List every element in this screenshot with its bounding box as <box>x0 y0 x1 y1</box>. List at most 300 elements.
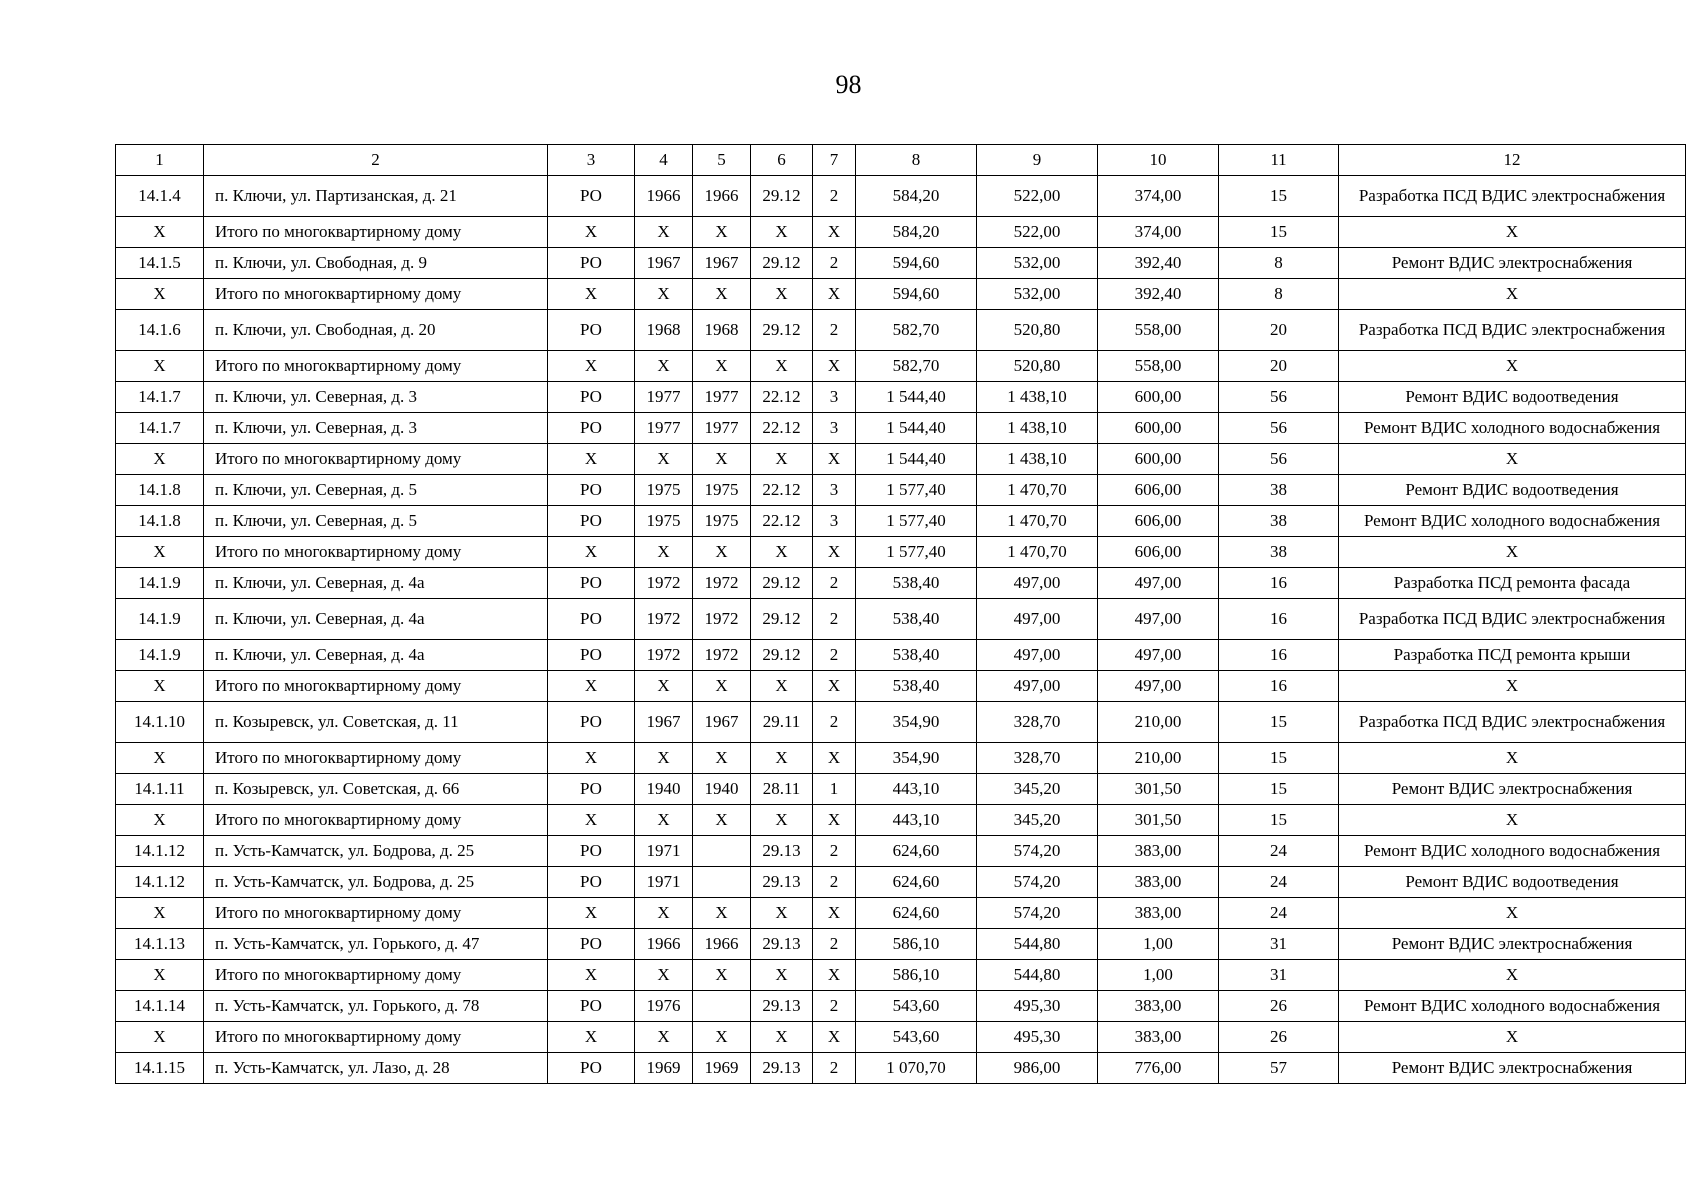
table-cell-col-2: Итого по многоквартирному дому <box>204 444 548 475</box>
table-cell-col-10: 606,00 <box>1098 506 1219 537</box>
table-cell-col-8: 354,90 <box>856 702 977 743</box>
table-cell-col-12: Разработка ПСД ремонта фасада <box>1339 568 1686 599</box>
table-cell-col-12: Разработка ПСД ВДИС электроснабжения <box>1339 310 1686 351</box>
table-cell-col-1: 14.1.9 <box>116 568 204 599</box>
table-cell-col-2: п. Усть-Камчатск, ул. Горького, д. 78 <box>204 991 548 1022</box>
table-cell-col-3: РО <box>548 176 635 217</box>
table-cell-col-10: 392,40 <box>1098 248 1219 279</box>
table-cell-col-11: 15 <box>1219 743 1339 774</box>
table-cell-col-1: 14.1.12 <box>116 867 204 898</box>
table-body <box>116 145 1686 1084</box>
table-cell-col-3: X <box>548 217 635 248</box>
table-row <box>116 506 1686 537</box>
table-cell-col-7: X <box>813 671 856 702</box>
table-cell-col-9: 986,00 <box>977 1053 1098 1084</box>
table-cell-col-7: X <box>813 217 856 248</box>
table-cell-col-1: X <box>116 671 204 702</box>
table-cell-col-5 <box>693 867 751 898</box>
table-cell-col-6: 22.12 <box>751 506 813 537</box>
table-cell-col-8: 624,60 <box>856 867 977 898</box>
table-cell-col-7: 2 <box>813 836 856 867</box>
table-cell-col-7: 2 <box>813 929 856 960</box>
table-cell-col-2: п. Козыревск, ул. Советская, д. 66 <box>204 774 548 805</box>
table-cell-col-11: 15 <box>1219 176 1339 217</box>
table-cell-col-7: X <box>813 537 856 568</box>
table-cell-col-3: X <box>548 743 635 774</box>
table-row <box>116 867 1686 898</box>
table-cell-col-9: 497,00 <box>977 671 1098 702</box>
table-cell-col-8: 443,10 <box>856 774 977 805</box>
table-cell-col-10: 383,00 <box>1098 991 1219 1022</box>
table-cell-col-4: 1975 <box>635 475 693 506</box>
table-cell-col-5: 1972 <box>693 640 751 671</box>
table-row <box>116 599 1686 640</box>
table-cell-col-3: РО <box>548 1053 635 1084</box>
table-cell-col-7: X <box>813 960 856 991</box>
table-cell-col-12: X <box>1339 217 1686 248</box>
table-cell-col-2: п. Усть-Камчатск, ул. Горького, д. 47 <box>204 929 548 960</box>
table-cell-col-12: Ремонт ВДИС холодного водоснабжения <box>1339 991 1686 1022</box>
table-cell-col-5: 1975 <box>693 506 751 537</box>
table-cell-col-4: 1967 <box>635 702 693 743</box>
table-cell-col-4: X <box>635 960 693 991</box>
table-cell-col-3: X <box>548 537 635 568</box>
table-cell-col-12: X <box>1339 898 1686 929</box>
table-cell-col-1: 14.1.12 <box>116 836 204 867</box>
table-cell-col-10: 1,00 <box>1098 929 1219 960</box>
column-header-6: 6 <box>751 145 813 176</box>
table-cell-col-4: X <box>635 444 693 475</box>
table-cell-col-7: X <box>813 898 856 929</box>
table-cell-col-10: 497,00 <box>1098 640 1219 671</box>
table-cell-col-2: п. Усть-Камчатск, ул. Бодрова, д. 25 <box>204 867 548 898</box>
table-cell-col-12: Ремонт ВДИС электроснабжения <box>1339 1053 1686 1084</box>
table-row <box>116 310 1686 351</box>
table-row <box>116 176 1686 217</box>
table-cell-col-1: X <box>116 279 204 310</box>
table-cell-col-5: X <box>693 898 751 929</box>
table-cell-col-4: X <box>635 743 693 774</box>
table-cell-col-1: 14.1.6 <box>116 310 204 351</box>
table-cell-col-4: X <box>635 898 693 929</box>
table-cell-col-9: 495,30 <box>977 1022 1098 1053</box>
table-cell-col-12: Ремонт ВДИС холодного водоснабжения <box>1339 836 1686 867</box>
table-cell-col-2: п. Ключи, ул. Северная, д. 3 <box>204 382 548 413</box>
table-cell-col-12: Ремонт ВДИС электроснабжения <box>1339 774 1686 805</box>
table-cell-col-8: 586,10 <box>856 929 977 960</box>
table-cell-col-10: 392,40 <box>1098 279 1219 310</box>
table-cell-col-5: X <box>693 671 751 702</box>
table-cell-col-10: 210,00 <box>1098 702 1219 743</box>
table-row <box>116 702 1686 743</box>
table-row <box>116 444 1686 475</box>
table-cell-col-9: 574,20 <box>977 867 1098 898</box>
table-cell-col-12: Ремонт ВДИС электроснабжения <box>1339 248 1686 279</box>
table-cell-col-4: 1940 <box>635 774 693 805</box>
table-cell-col-6: 29.12 <box>751 568 813 599</box>
table-cell-col-2: п. Ключи, ул. Свободная, д. 9 <box>204 248 548 279</box>
table-cell-col-3: X <box>548 279 635 310</box>
table-cell-col-1: X <box>116 805 204 836</box>
table-cell-col-5: 1967 <box>693 702 751 743</box>
table-cell-col-4: 1968 <box>635 310 693 351</box>
column-header-8: 8 <box>856 145 977 176</box>
table-cell-col-8: 538,40 <box>856 568 977 599</box>
table-cell-col-9: 1 438,10 <box>977 444 1098 475</box>
table-cell-col-12: X <box>1339 351 1686 382</box>
table-cell-col-7: X <box>813 805 856 836</box>
table-cell-col-7: 2 <box>813 599 856 640</box>
table-cell-col-3: РО <box>548 310 635 351</box>
table-cell-col-4: 1967 <box>635 248 693 279</box>
table-cell-col-1: X <box>116 898 204 929</box>
table-cell-col-6: 29.13 <box>751 991 813 1022</box>
table-cell-col-6: 29.13 <box>751 929 813 960</box>
table-cell-col-7: 2 <box>813 248 856 279</box>
table-row <box>116 991 1686 1022</box>
table-header-row <box>116 145 1686 176</box>
table-row <box>116 217 1686 248</box>
table-cell-col-12: Разработка ПСД ВДИС электроснабжения <box>1339 176 1686 217</box>
table-cell-col-9: 1 470,70 <box>977 475 1098 506</box>
table-row <box>116 743 1686 774</box>
table-cell-col-11: 20 <box>1219 351 1339 382</box>
table-cell-col-11: 26 <box>1219 1022 1339 1053</box>
table-cell-col-7: 3 <box>813 475 856 506</box>
table-cell-col-10: 374,00 <box>1098 217 1219 248</box>
table-cell-col-4: X <box>635 537 693 568</box>
table-cell-col-11: 38 <box>1219 475 1339 506</box>
table-cell-col-9: 522,00 <box>977 176 1098 217</box>
table-cell-col-9: 497,00 <box>977 640 1098 671</box>
table-cell-col-6: X <box>751 444 813 475</box>
table-cell-col-12: X <box>1339 537 1686 568</box>
table-cell-col-11: 31 <box>1219 960 1339 991</box>
table-cell-col-5: 1972 <box>693 568 751 599</box>
table-cell-col-6: X <box>751 671 813 702</box>
table-cell-col-1: 14.1.9 <box>116 640 204 671</box>
table-cell-col-3: X <box>548 898 635 929</box>
table-cell-col-5: 1968 <box>693 310 751 351</box>
table-row <box>116 671 1686 702</box>
table-cell-col-7: X <box>813 351 856 382</box>
table-cell-col-9: 544,80 <box>977 929 1098 960</box>
table-cell-col-8: 1 577,40 <box>856 537 977 568</box>
table-cell-col-5: 1966 <box>693 176 751 217</box>
table-cell-col-9: 345,20 <box>977 805 1098 836</box>
table-cell-col-3: X <box>548 960 635 991</box>
table-cell-col-9: 495,30 <box>977 991 1098 1022</box>
table-cell-col-1: 14.1.8 <box>116 506 204 537</box>
table-cell-col-6: X <box>751 743 813 774</box>
table-cell-col-4: 1972 <box>635 568 693 599</box>
table-cell-col-3: РО <box>548 836 635 867</box>
table-cell-col-7: 2 <box>813 568 856 599</box>
table-cell-col-5: X <box>693 444 751 475</box>
table-row <box>116 537 1686 568</box>
table-cell-col-8: 594,60 <box>856 279 977 310</box>
table-cell-col-6: 29.12 <box>751 599 813 640</box>
table-cell-col-11: 56 <box>1219 444 1339 475</box>
table-cell-col-12: Ремонт ВДИС холодного водоснабжения <box>1339 506 1686 537</box>
table-cell-col-10: 776,00 <box>1098 1053 1219 1084</box>
table-cell-col-11: 15 <box>1219 805 1339 836</box>
table-cell-col-9: 497,00 <box>977 599 1098 640</box>
table-cell-col-12: X <box>1339 444 1686 475</box>
table-cell-col-3: РО <box>548 599 635 640</box>
table-cell-col-10: 497,00 <box>1098 671 1219 702</box>
column-header-11: 11 <box>1219 145 1339 176</box>
table-cell-col-11: 20 <box>1219 310 1339 351</box>
column-header-3: 3 <box>548 145 635 176</box>
table-row <box>116 568 1686 599</box>
table-cell-col-2: Итого по многоквартирному дому <box>204 898 548 929</box>
table-cell-col-12: X <box>1339 743 1686 774</box>
table-cell-col-1: 14.1.14 <box>116 991 204 1022</box>
table-cell-col-6: 29.13 <box>751 867 813 898</box>
table-cell-col-8: 538,40 <box>856 671 977 702</box>
table-cell-col-8: 624,60 <box>856 898 977 929</box>
table-cell-col-4: 1975 <box>635 506 693 537</box>
table-cell-col-9: 544,80 <box>977 960 1098 991</box>
table-cell-col-3: РО <box>548 475 635 506</box>
table-cell-col-11: 56 <box>1219 382 1339 413</box>
table-cell-col-6: 29.12 <box>751 310 813 351</box>
column-header-7: 7 <box>813 145 856 176</box>
table-cell-col-5: 1977 <box>693 382 751 413</box>
table-cell-col-7: 2 <box>813 1053 856 1084</box>
table-cell-col-10: 497,00 <box>1098 599 1219 640</box>
table-cell-col-1: 14.1.10 <box>116 702 204 743</box>
table-cell-col-7: 3 <box>813 382 856 413</box>
table-row <box>116 475 1686 506</box>
column-header-1: 1 <box>116 145 204 176</box>
table-cell-col-4: 1972 <box>635 599 693 640</box>
table-cell-col-5: X <box>693 1022 751 1053</box>
table-cell-col-1: X <box>116 960 204 991</box>
table-row <box>116 351 1686 382</box>
table-cell-col-3: РО <box>548 506 635 537</box>
table-cell-col-9: 497,00 <box>977 568 1098 599</box>
table-cell-col-10: 558,00 <box>1098 310 1219 351</box>
table-cell-col-12: Ремонт ВДИС водоотведения <box>1339 475 1686 506</box>
table-cell-col-8: 1 544,40 <box>856 444 977 475</box>
column-header-12: 12 <box>1339 145 1686 176</box>
table-cell-col-9: 345,20 <box>977 774 1098 805</box>
table-cell-col-6: 22.12 <box>751 382 813 413</box>
table-cell-col-1: 14.1.8 <box>116 475 204 506</box>
table-cell-col-4: 1977 <box>635 413 693 444</box>
table-cell-col-5: X <box>693 805 751 836</box>
column-header-2: 2 <box>204 145 548 176</box>
table-cell-col-6: X <box>751 537 813 568</box>
table-cell-col-6: 29.12 <box>751 176 813 217</box>
table-cell-col-3: X <box>548 351 635 382</box>
table-cell-col-12: Разработка ПСД ВДИС электроснабжения <box>1339 702 1686 743</box>
table-cell-col-5 <box>693 991 751 1022</box>
table-cell-col-10: 606,00 <box>1098 537 1219 568</box>
table-cell-col-7: X <box>813 279 856 310</box>
table-cell-col-7: X <box>813 1022 856 1053</box>
table-cell-col-5: X <box>693 351 751 382</box>
table-cell-col-9: 328,70 <box>977 702 1098 743</box>
table-cell-col-5 <box>693 836 751 867</box>
table-cell-col-3: РО <box>548 413 635 444</box>
table-cell-col-6: 29.11 <box>751 702 813 743</box>
table-cell-col-6: X <box>751 217 813 248</box>
table-cell-col-12: Разработка ПСД ремонта крыши <box>1339 640 1686 671</box>
column-header-9: 9 <box>977 145 1098 176</box>
page-number: 98 <box>835 70 862 99</box>
table-cell-col-7: 2 <box>813 640 856 671</box>
table-cell-col-7: 2 <box>813 176 856 217</box>
table-cell-col-3: РО <box>548 382 635 413</box>
table-cell-col-10: 210,00 <box>1098 743 1219 774</box>
column-header-10: 10 <box>1098 145 1219 176</box>
table-cell-col-7: X <box>813 743 856 774</box>
table-cell-col-5: 1969 <box>693 1053 751 1084</box>
table-cell-col-6: X <box>751 898 813 929</box>
table-cell-col-4: 1966 <box>635 176 693 217</box>
table-cell-col-6: X <box>751 279 813 310</box>
table-cell-col-9: 532,00 <box>977 279 1098 310</box>
table-cell-col-2: п. Усть-Камчатск, ул. Лазо, д. 28 <box>204 1053 548 1084</box>
table-cell-col-4: X <box>635 217 693 248</box>
table-cell-col-8: 1 544,40 <box>856 413 977 444</box>
table-cell-col-10: 301,50 <box>1098 774 1219 805</box>
table-cell-col-2: Итого по многоквартирному дому <box>204 537 548 568</box>
table-cell-col-4: 1976 <box>635 991 693 1022</box>
table-cell-col-1: 14.1.5 <box>116 248 204 279</box>
table-cell-col-2: Итого по многоквартирному дому <box>204 743 548 774</box>
table-cell-col-11: 24 <box>1219 836 1339 867</box>
table-row <box>116 898 1686 929</box>
table-cell-col-8: 582,70 <box>856 351 977 382</box>
table-cell-col-6: 29.12 <box>751 248 813 279</box>
table-cell-col-1: 14.1.4 <box>116 176 204 217</box>
table-cell-col-5: X <box>693 537 751 568</box>
table-cell-col-7: 3 <box>813 506 856 537</box>
table-cell-col-8: 582,70 <box>856 310 977 351</box>
column-header-5: 5 <box>693 145 751 176</box>
table-cell-col-11: 31 <box>1219 929 1339 960</box>
table-cell-col-10: 497,00 <box>1098 568 1219 599</box>
table-row <box>116 774 1686 805</box>
table-cell-col-5: 1975 <box>693 475 751 506</box>
table-cell-col-11: 24 <box>1219 867 1339 898</box>
table-cell-col-3: X <box>548 1022 635 1053</box>
table-cell-col-8: 1 070,70 <box>856 1053 977 1084</box>
table-cell-col-5: 1972 <box>693 599 751 640</box>
table-cell-col-10: 383,00 <box>1098 898 1219 929</box>
table-cell-col-4: X <box>635 1022 693 1053</box>
table-cell-col-2: п. Козыревск, ул. Советская, д. 11 <box>204 702 548 743</box>
data-table <box>115 144 1686 1084</box>
table-cell-col-11: 16 <box>1219 671 1339 702</box>
table-cell-col-3: X <box>548 444 635 475</box>
table-cell-col-2: п. Ключи, ул. Партизанская, д. 21 <box>204 176 548 217</box>
table-cell-col-10: 374,00 <box>1098 176 1219 217</box>
table-cell-col-5: 1940 <box>693 774 751 805</box>
table-cell-col-4: 1977 <box>635 382 693 413</box>
table-cell-col-6: X <box>751 960 813 991</box>
table-cell-col-2: п. Усть-Камчатск, ул. Бодрова, д. 25 <box>204 836 548 867</box>
table-cell-col-6: 22.12 <box>751 413 813 444</box>
table-cell-col-11: 24 <box>1219 898 1339 929</box>
table-cell-col-12: X <box>1339 960 1686 991</box>
table-cell-col-2: Итого по многоквартирному дому <box>204 351 548 382</box>
table-row <box>116 836 1686 867</box>
table-cell-col-2: п. Ключи, ул. Северная, д. 5 <box>204 475 548 506</box>
table-row <box>116 279 1686 310</box>
table-cell-col-8: 1 577,40 <box>856 475 977 506</box>
table-cell-col-7: 2 <box>813 867 856 898</box>
table-cell-col-11: 38 <box>1219 506 1339 537</box>
table-cell-col-9: 1 470,70 <box>977 506 1098 537</box>
table-cell-col-2: Итого по многоквартирному дому <box>204 960 548 991</box>
table-cell-col-3: РО <box>548 774 635 805</box>
table-cell-col-5: X <box>693 279 751 310</box>
table-cell-col-3: РО <box>548 568 635 599</box>
table-cell-col-3: X <box>548 805 635 836</box>
table-row <box>116 960 1686 991</box>
table-cell-col-9: 574,20 <box>977 836 1098 867</box>
table-cell-col-1: X <box>116 743 204 774</box>
table-cell-col-2: Итого по многоквартирному дому <box>204 671 548 702</box>
table-cell-col-1: 14.1.7 <box>116 413 204 444</box>
table-cell-col-11: 15 <box>1219 217 1339 248</box>
table-cell-col-5: 1977 <box>693 413 751 444</box>
table-row <box>116 1022 1686 1053</box>
table-cell-col-4: 1969 <box>635 1053 693 1084</box>
table-cell-col-12: Разработка ПСД ВДИС электроснабжения <box>1339 599 1686 640</box>
table-cell-col-11: 8 <box>1219 248 1339 279</box>
table-cell-col-7: 2 <box>813 991 856 1022</box>
table-cell-col-1: X <box>116 217 204 248</box>
table-cell-col-4: 1971 <box>635 867 693 898</box>
table-cell-col-4: 1971 <box>635 836 693 867</box>
table-cell-col-6: 28.11 <box>751 774 813 805</box>
table-cell-col-6: 29.12 <box>751 640 813 671</box>
table-cell-col-10: 301,50 <box>1098 805 1219 836</box>
table-cell-col-11: 56 <box>1219 413 1339 444</box>
table-cell-col-6: 22.12 <box>751 475 813 506</box>
table-cell-col-2: п. Ключи, ул. Свободная, д. 20 <box>204 310 548 351</box>
table-cell-col-12: X <box>1339 805 1686 836</box>
table-cell-col-7: X <box>813 444 856 475</box>
table-cell-col-2: Итого по многоквартирному дому <box>204 217 548 248</box>
table-cell-col-11: 8 <box>1219 279 1339 310</box>
table-cell-col-8: 354,90 <box>856 743 977 774</box>
table-cell-col-3: РО <box>548 640 635 671</box>
table-cell-col-8: 538,40 <box>856 599 977 640</box>
table-row <box>116 1053 1686 1084</box>
table-cell-col-12: X <box>1339 1022 1686 1053</box>
table-cell-col-3: РО <box>548 702 635 743</box>
table-cell-col-5: 1967 <box>693 248 751 279</box>
table-cell-col-9: 574,20 <box>977 898 1098 929</box>
table-cell-col-8: 624,60 <box>856 836 977 867</box>
table-cell-col-4: X <box>635 351 693 382</box>
table-row <box>116 413 1686 444</box>
table-cell-col-10: 558,00 <box>1098 351 1219 382</box>
table-cell-col-11: 16 <box>1219 568 1339 599</box>
table-cell-col-8: 594,60 <box>856 248 977 279</box>
table-cell-col-8: 1 544,40 <box>856 382 977 413</box>
table-cell-col-8: 443,10 <box>856 805 977 836</box>
table-cell-col-8: 543,60 <box>856 991 977 1022</box>
table-cell-col-10: 600,00 <box>1098 382 1219 413</box>
